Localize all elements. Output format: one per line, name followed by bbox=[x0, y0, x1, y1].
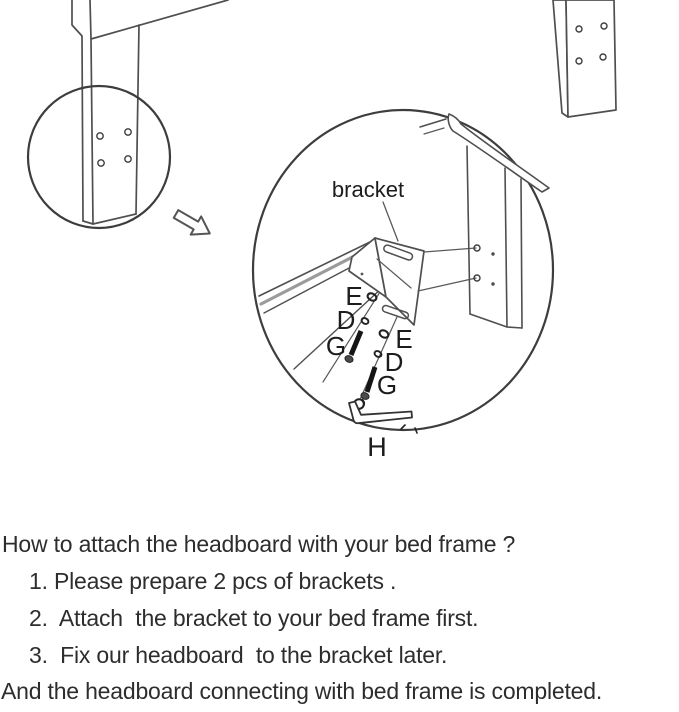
headboard-panel-bottom-edge bbox=[91, 0, 228, 39]
part-label-e1: E bbox=[345, 281, 363, 311]
tick-mark bbox=[401, 425, 405, 429]
bracket-plate bbox=[375, 238, 424, 325]
part-label-g1: G bbox=[325, 331, 347, 361]
instructions-heading: How to attach the headboard with your bed frame ? bbox=[2, 531, 516, 557]
part-label-d2: D bbox=[384, 347, 404, 377]
bracket-label-leader bbox=[383, 202, 398, 241]
instruction-step-3: 3. Fix our headboard to the bracket later. bbox=[29, 642, 448, 668]
bolt-g2 bbox=[360, 367, 375, 401]
bracket-callout-label: bracket bbox=[331, 177, 405, 202]
headboard-rail-curve bbox=[448, 114, 549, 192]
leg-left-edge bbox=[72, 0, 83, 221]
leg-bolt-holes bbox=[97, 129, 131, 166]
part-label-h: H bbox=[367, 432, 387, 462]
magnified-view bbox=[259, 114, 549, 462]
part-label-g2: G bbox=[376, 370, 398, 400]
instructions-conclusion: And the headboard connecting with bed frame is completed. bbox=[1, 678, 603, 704]
washer-e2 bbox=[378, 329, 389, 339]
leg-front-edge bbox=[90, 0, 93, 224]
small-callout-circle bbox=[28, 86, 170, 228]
instruction-step-2: 2. Attach the bracket to your bed frame first. bbox=[29, 605, 479, 631]
bracket-hole-dot bbox=[361, 273, 364, 276]
leg-front-face bbox=[566, 0, 616, 117]
zoom-arrow-icon bbox=[171, 205, 215, 243]
washer-d1 bbox=[361, 317, 370, 325]
part-label-d1: D bbox=[336, 305, 356, 335]
magnified-frame-leg bbox=[420, 114, 549, 328]
headboard-leg-left bbox=[72, 0, 228, 224]
leg-right-edge bbox=[136, 25, 139, 214]
bed-frame-leg-right bbox=[553, 0, 616, 117]
part-label-e2: E bbox=[395, 324, 413, 354]
instruction-step-1: 1. Please prepare 2 pcs of brackets . bbox=[29, 568, 397, 594]
